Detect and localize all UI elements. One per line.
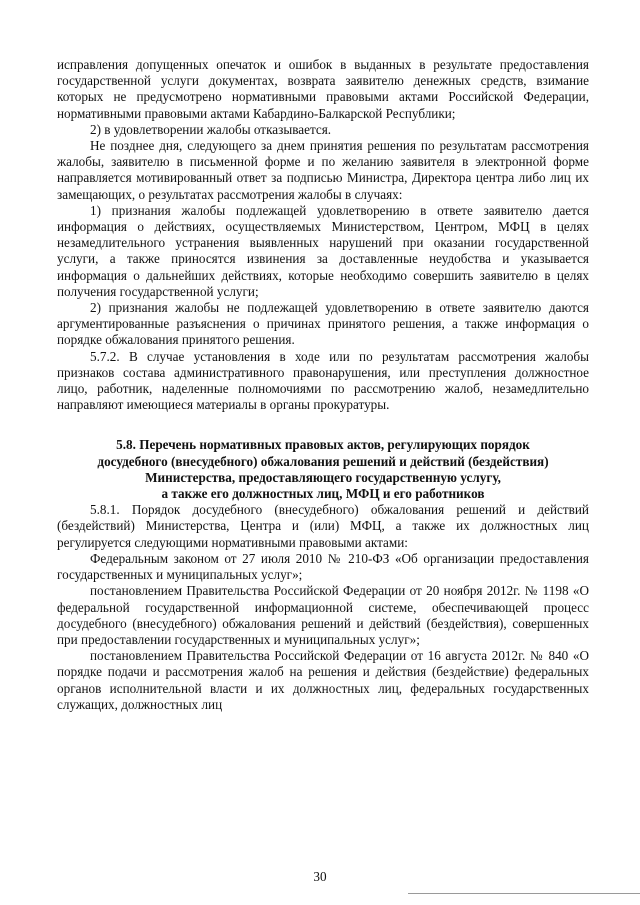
document-page: [57, 57, 589, 713]
paragraph-resolution-1198: постановлением Правительства Российской Федерации от 20 ноября 2012г. № 1198 «О федеральной государственной информационной системе, обеспечивающей процесс досудебного (внесудебного) обжалования решений и действий (бездействия), совершенных при предоставлении государственных и муниципальных услуг»;: [57, 583, 589, 647]
paragraph-federal-law: Федеральным законом от 27 июля 2010 № 210-ФЗ «Об организации предоставления государственных и муниципальных услуг»;: [57, 550, 589, 583]
heading-line: а также его должностных лиц, МФЦ и его работников: [161, 486, 485, 502]
section-heading-5-8: [57, 437, 589, 502]
paragraph-5-8-1: 5.8.1. Порядок досудебного (внесудебного) обжалования решений и действий (бездействий) Министерства, Центра и (или) МФЦ, а также их должностных лиц регулируется следующими нормативными правовыми актами:: [57, 502, 589, 550]
paragraph-resolution-840: постановлением Правительства Российской Федерации от 16 августа 2012г. № 840 «О порядке подачи и рассмотрения жалоб на решения и действия (бездействие) федеральных органов исполнительной власти и их должностных лиц, федеральных государственных служащих, должностных лиц: [57, 648, 589, 712]
paragraph-refusal: 2) в удовлетворении жалобы отказывается.: [90, 121, 332, 137]
scan-edge-mark: [408, 893, 640, 900]
heading-line: досудебного (внесудебного) обжалования решений и действий (бездействия): [97, 453, 549, 469]
paragraph-5-7-2: 5.7.2. В случае установления в ходе или по результатам рассмотрения жалобы признаков состава административного правонарушения, или преступления должностное лицо, работник, наделенные полномочиями по рассмотрению жалоб, незамедлительно направляют имеющиеся материалы в органы прокуратуры.: [57, 348, 589, 413]
heading-line: Министерства, предоставляющего государственную услугу,: [145, 469, 501, 485]
heading-line: 5.8. Перечень нормативных правовых актов, регулирующих порядок: [116, 437, 530, 453]
paragraph-continuation: исправления допущенных опечаток и ошибок в выданных в результате предоставления государственной услуги документах, возврата заявителю денежных средств, взимание которых не предусмотрено нормативными правовыми актами Российской Федерации, нормативными правовыми актами Кабардино-Балкарской Республики;: [57, 57, 589, 121]
paragraph-response-deadline: Не позднее дня, следующего за днем принятия решения по результатам рассмотрения жалобы, заявителю в письменной форме и по желанию заявителя в электронной форме направляется мотивированный ответ за подписью Министра, Директора центра либо лиц их замещающих, о результатах рассмотрения жалобы в случаях:: [57, 138, 589, 202]
paragraph-complaint-rejected: 2) признания жалобы не подлежащей удовлетворению в ответе заявителю даются аргументированные разъяснения о причинах принятого решения, а также информация о порядке обжалования принятого решения.: [57, 300, 589, 348]
paragraph-complaint-satisfied: 1) признания жалобы подлежащей удовлетворению в ответе заявителю дается информация о действиях, осуществляемых Министерством, Центром, МФЦ в целях незамедлительного устранения выявленных нарушений при оказании государственной услуги, а также приносятся извинения за доставленные неудобства и указывается информация о дальнейших действиях, которые необходимо совершить заявителю в целях получения государственной услуги;: [57, 202, 589, 299]
page-number: 30: [313, 869, 327, 884]
